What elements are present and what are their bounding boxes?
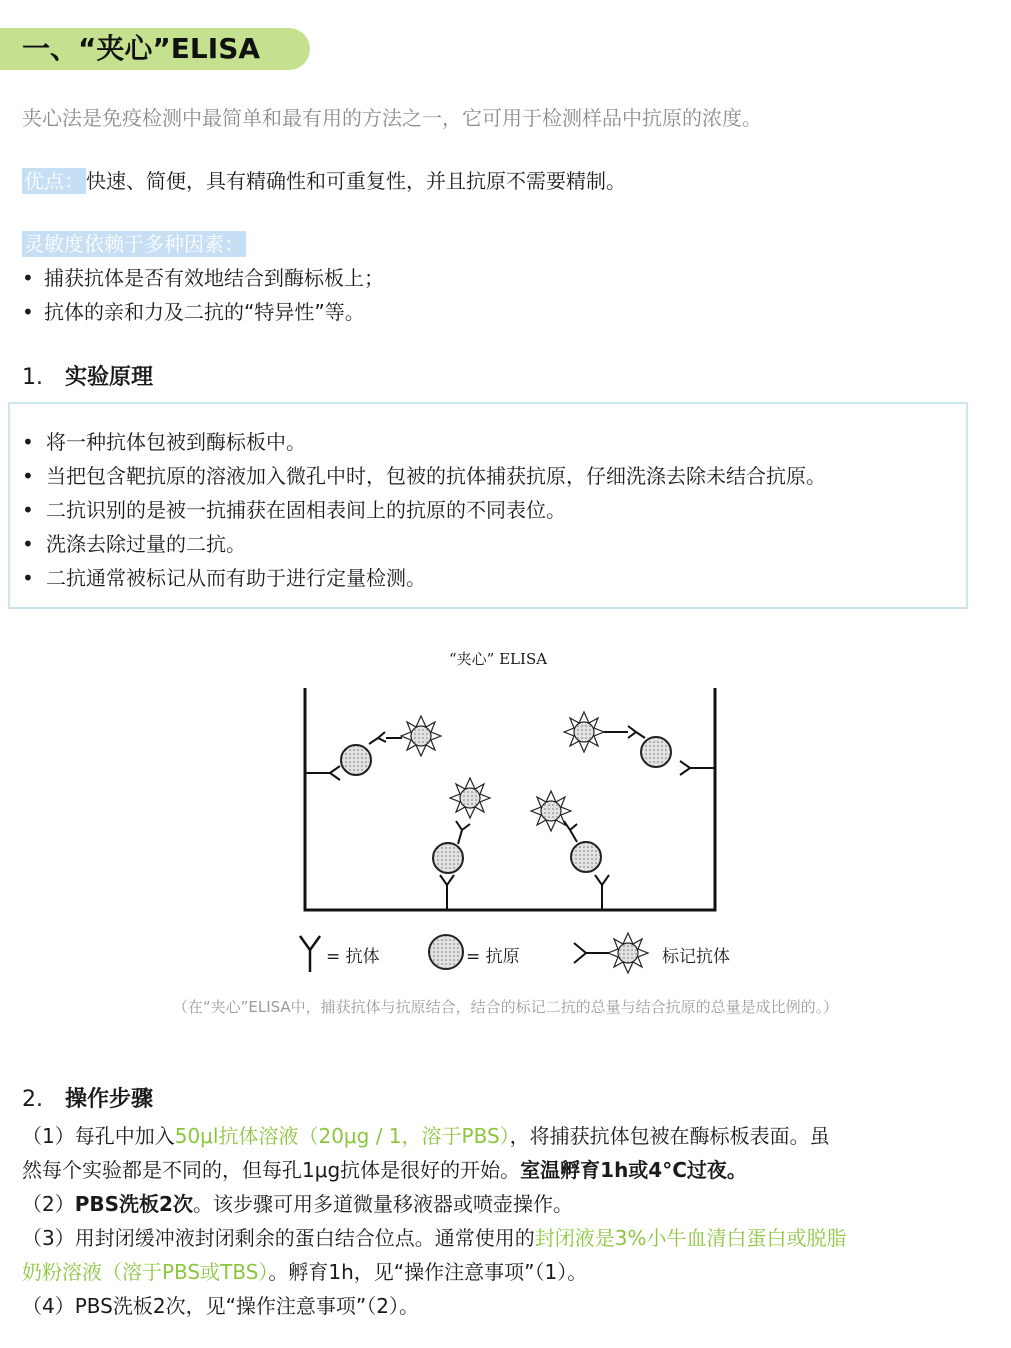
step1-bold: 室温孵育1h或4°C过夜。 xyxy=(520,1158,747,1182)
section-title-pill xyxy=(0,28,310,70)
step1-text-d: 然每个实验都是不同的，但每孔1μg抗体是很好的开始。 xyxy=(22,1158,521,1182)
section2-heading xyxy=(22,1082,153,1113)
antibody-legend-label: = 抗体 xyxy=(326,947,380,967)
principle-item-text: 洗涤去除过量的二抗。 xyxy=(46,532,246,556)
step1-line1 xyxy=(22,1120,830,1149)
principle-item xyxy=(22,562,426,591)
antigen-legend-label: = 抗原 xyxy=(466,947,520,967)
step2-text-c: 。该步骤可用多道微量移液器或喷壶操作。 xyxy=(192,1192,573,1216)
principle-item xyxy=(22,426,306,455)
principle-item-text: 二抗识别的是被一抗捕获在固相表间上的抗原的不同表位。 xyxy=(46,498,566,522)
bullet-dot: • xyxy=(22,532,34,556)
labeled-antibody-legend-label: 标记抗体 xyxy=(662,947,730,967)
step2-text-a: （2） xyxy=(22,1192,75,1216)
step1-text-a: （1）每孔中加入 xyxy=(22,1124,175,1148)
figure-caption: （在“夹心”ELISA中，捕获抗体与抗原结合，结合的标记二抗的总量与结合抗原的总量是成比例的。） xyxy=(172,998,839,1016)
principle-item xyxy=(22,528,246,557)
bottom-capture-complex-1 xyxy=(433,778,490,910)
step4-line: （4）PBS洗板2次，见“操作注意事项”（2）。 xyxy=(22,1294,420,1318)
principle-item-text: 将一种抗体包被到酶标板中。 xyxy=(46,430,306,454)
figure-title: “夹心” ELISA xyxy=(449,650,548,668)
step2-line xyxy=(22,1188,573,1217)
sandwich-elisa-diagram xyxy=(290,680,730,980)
step1-line2 xyxy=(22,1154,747,1183)
sensitivity-item xyxy=(22,262,384,291)
bullet-dot: • xyxy=(22,430,34,454)
principle-item xyxy=(22,460,826,489)
intro-text: 夹心法是免疫检测中最简单和最有用的方法之一，它可用于检测样品中抗原的浓度。 xyxy=(22,106,762,130)
bullet-dot: • xyxy=(22,266,34,290)
sensitivity-item xyxy=(22,296,365,325)
sensitivity-label: 灵敏度依赖于多种因素： xyxy=(24,232,244,256)
section1-heading xyxy=(22,360,153,391)
step3-text-a: （3）用封闭缓冲液封闭剩余的蛋白结合位点。通常使用的 xyxy=(22,1226,535,1250)
section1-number: 1. xyxy=(22,365,43,390)
step3-line2 xyxy=(22,1256,587,1285)
well-outline xyxy=(305,688,715,910)
principle-item-text: 二抗通常被标记从而有助于进行定量检测。 xyxy=(46,566,426,590)
section2-title: 操作步骤 xyxy=(65,1087,154,1112)
advantages-line xyxy=(22,165,626,194)
bottom-capture-complex-2 xyxy=(531,791,609,910)
bullet-dot: • xyxy=(22,498,34,522)
step3-line1 xyxy=(22,1222,846,1251)
bullet-dot: • xyxy=(22,464,34,488)
step1-text-c: ，将捕获抗体包被在酶标板表面。虽 xyxy=(509,1124,830,1148)
wall-capture-complex-right xyxy=(564,712,715,775)
sensitivity-label-line xyxy=(22,228,246,257)
labeled-antibody-legend-icon xyxy=(570,928,660,978)
sensitivity-item-text: 捕获抗体是否有效地结合到酶标板上； xyxy=(44,266,384,290)
section2-number: 2. xyxy=(22,1087,43,1112)
step3-text-d: 。孵育1h，见“操作注意事项”（1）。 xyxy=(268,1260,588,1284)
antigen-legend-icon xyxy=(424,930,468,974)
principle-box xyxy=(8,402,968,609)
sensitivity-item-text: 抗体的亲和力及二抗的“特异性”等。 xyxy=(44,300,365,324)
wall-capture-complex-left xyxy=(305,716,441,780)
bullet-dot: • xyxy=(22,300,34,324)
page-title: 一、“夹心”ELISA xyxy=(22,32,261,65)
principle-item-text: 当把包含靶抗原的溶液加入微孔中时，包被的抗体捕获抗原，仔细洗涤去除未结合抗原。 xyxy=(46,464,826,488)
step1-highlight: 50μl抗体溶液（20μg / 1，溶于PBS） xyxy=(174,1124,510,1148)
step2-bold: PBS洗板2次 xyxy=(74,1192,193,1216)
advantages-label: 优点： xyxy=(24,169,84,193)
section1-title: 实验原理 xyxy=(65,365,154,390)
advantages-text: 快速、简便，具有精确性和可重复性，并且抗原不需要精制。 xyxy=(86,169,626,193)
step3-highlight-2: 奶粉溶液（溶于PBS或TBS） xyxy=(22,1260,269,1284)
bullet-dot: • xyxy=(22,566,34,590)
principle-item xyxy=(22,494,566,523)
step3-highlight-1: 封闭液是3%小牛血清白蛋白或脱脂 xyxy=(534,1226,847,1250)
